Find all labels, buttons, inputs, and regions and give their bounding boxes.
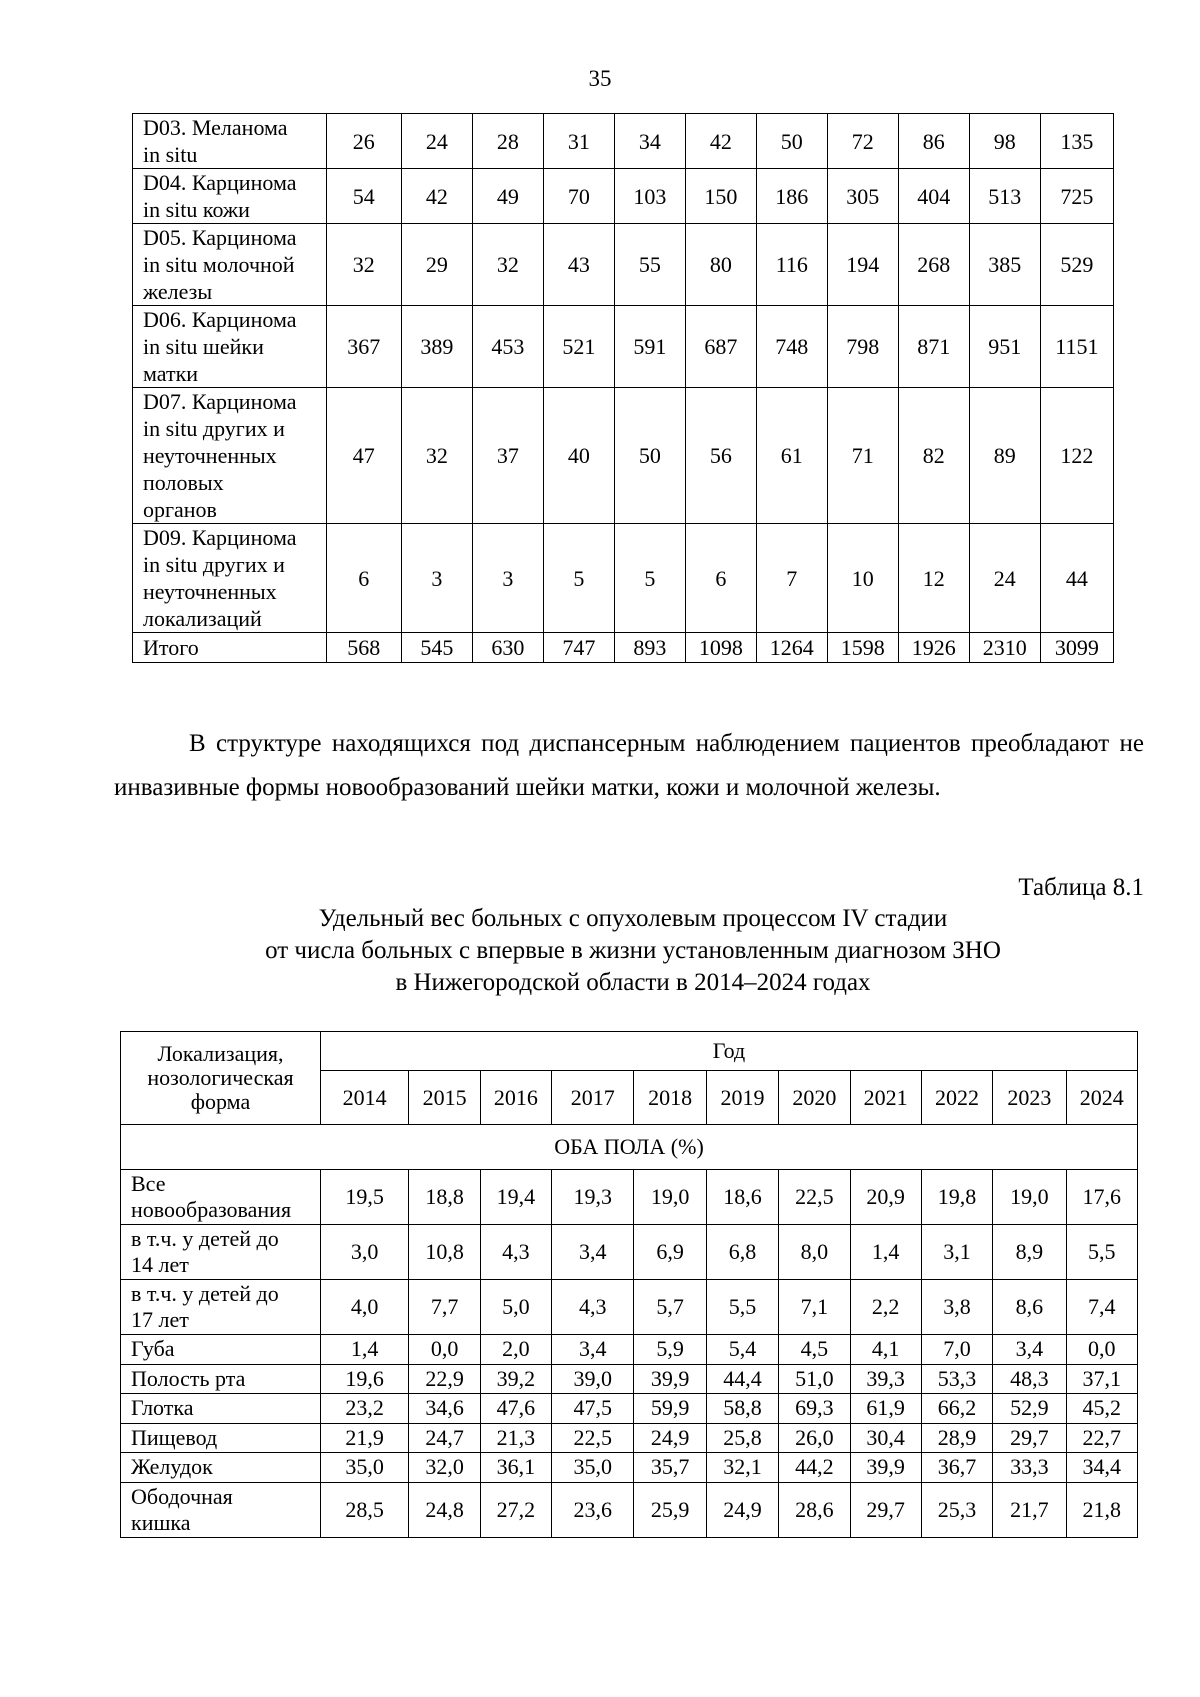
table-cell: 18,8 <box>409 1170 480 1225</box>
table-cell: 798 <box>827 306 898 388</box>
year-column-header: 2022 <box>921 1071 992 1125</box>
table-row <box>121 1335 1138 1365</box>
stage-iv-share-table <box>120 1031 1138 1538</box>
table-cell: 48,3 <box>993 1364 1066 1394</box>
row-label-line: 14 лет <box>131 1252 189 1277</box>
year-column-header: 2019 <box>706 1071 778 1125</box>
table-cell: 10,8 <box>409 1225 480 1280</box>
table-cell: 35,0 <box>552 1453 634 1483</box>
table-cell: 20,9 <box>850 1170 921 1225</box>
table-label: Таблица 8.1 <box>1018 874 1144 901</box>
table-cell: 687 <box>685 306 756 388</box>
table-cell: 50 <box>756 114 827 169</box>
table-cell: 194 <box>827 224 898 306</box>
row-label-line: органов <box>143 497 217 522</box>
table-row <box>133 224 1114 306</box>
table-header <box>121 1032 1138 1125</box>
table-cell: 35,0 <box>320 1453 408 1483</box>
table-cell: 80 <box>685 224 756 306</box>
table-cell: 5,5 <box>706 1280 778 1335</box>
table-cell: 725 <box>1040 169 1113 224</box>
table-cell: 34,6 <box>409 1394 480 1424</box>
year-column-header: 2015 <box>409 1071 480 1125</box>
row-label-line: in situ других и <box>143 416 285 441</box>
table-cell: 21,8 <box>1066 1482 1137 1537</box>
year-column-header: 2014 <box>320 1071 408 1125</box>
table-cell: 513 <box>969 169 1040 224</box>
table-row <box>133 388 1114 524</box>
table-cell: 2310 <box>969 633 1040 663</box>
table-cell: 24,7 <box>409 1423 480 1453</box>
stage-iv-table-body <box>121 1125 1138 1538</box>
table-cell: 98 <box>969 114 1040 169</box>
table-cell: 45,2 <box>1066 1394 1137 1424</box>
table-cell: 37 <box>472 388 543 524</box>
table-cell: 28,9 <box>921 1423 992 1453</box>
table-cell: 86 <box>898 114 969 169</box>
table-row <box>133 306 1114 388</box>
row-label <box>133 114 327 169</box>
table-cell: 22,7 <box>1066 1423 1137 1453</box>
table-cell: 44,4 <box>706 1364 778 1394</box>
year-header: Год <box>320 1032 1137 1071</box>
table-cell: 50 <box>614 388 685 524</box>
table-cell: 28,6 <box>779 1482 850 1537</box>
table-cell: 30,4 <box>850 1423 921 1453</box>
table-cell: 22,5 <box>552 1423 634 1453</box>
table-cell: 186 <box>756 169 827 224</box>
table-cell: 2,0 <box>480 1335 551 1365</box>
row-label-line: Губа <box>131 1336 175 1362</box>
table-cell: 7,0 <box>921 1335 992 1365</box>
row-label-line: матки <box>143 361 199 386</box>
table-cell: 47,5 <box>552 1394 634 1424</box>
row-label <box>133 306 327 388</box>
table-cell: 150 <box>685 169 756 224</box>
table-cell: 34 <box>614 114 685 169</box>
section-row <box>121 1125 1138 1170</box>
table-row <box>133 524 1114 633</box>
table-cell: 23,2 <box>320 1394 408 1424</box>
row-label-line: Итого <box>143 634 199 660</box>
table-cell: 3,0 <box>320 1225 408 1280</box>
table-cell: 25,3 <box>921 1482 992 1537</box>
carcinoma-table-body <box>133 114 1114 663</box>
table-cell: 893 <box>614 633 685 663</box>
table-cell: 5,9 <box>634 1335 706 1365</box>
table-cell: 1151 <box>1040 306 1113 388</box>
table-cell: 1098 <box>685 633 756 663</box>
table-cell: 591 <box>614 306 685 388</box>
table-cell: 42 <box>401 169 472 224</box>
table-cell: 21,9 <box>320 1423 408 1453</box>
year-column-header: 2021 <box>850 1071 921 1125</box>
table-cell: 8,9 <box>993 1225 1066 1280</box>
table-cell: 36,7 <box>921 1453 992 1483</box>
table-cell: 32,0 <box>409 1453 480 1483</box>
row-label-line: железы <box>143 279 213 304</box>
table-cell: 747 <box>543 633 614 663</box>
row-label-line: в т.ч. у детей до <box>131 1226 279 1251</box>
table-cell: 21,7 <box>993 1482 1066 1537</box>
row-label <box>121 1423 321 1453</box>
table-cell: 8,0 <box>779 1225 850 1280</box>
table-cell: 39,9 <box>850 1453 921 1483</box>
table-cell: 6 <box>326 524 401 633</box>
table-cell: 24,9 <box>706 1482 778 1537</box>
row-label-line: in situ молочной <box>143 252 295 277</box>
row-label <box>121 1364 321 1394</box>
table-cell: 54 <box>326 169 401 224</box>
carcinoma-in-situ-table <box>132 113 1114 663</box>
row-label-line: in situ <box>143 142 198 167</box>
row-label-line: D05. Карцинома <box>143 225 297 250</box>
table-cell: 385 <box>969 224 1040 306</box>
row-label-line: локализаций <box>143 606 262 631</box>
year-column-header: 2023 <box>993 1071 1066 1125</box>
table-row <box>121 1394 1138 1424</box>
row-label <box>121 1280 321 1335</box>
header-line: форма <box>190 1089 251 1114</box>
table-cell: 19,0 <box>634 1170 706 1225</box>
row-label-line: Все <box>131 1171 166 1196</box>
table-cell: 4,3 <box>480 1225 551 1280</box>
table-cell: 748 <box>756 306 827 388</box>
table-cell: 71 <box>827 388 898 524</box>
header-row <box>121 1032 1138 1071</box>
table-cell: 1,4 <box>850 1225 921 1280</box>
table-cell: 27,2 <box>480 1482 551 1537</box>
table-cell: 19,3 <box>552 1170 634 1225</box>
table-cell: 25,9 <box>634 1482 706 1537</box>
table-cell: 367 <box>326 306 401 388</box>
table-cell: 32 <box>326 224 401 306</box>
table-cell: 3,1 <box>921 1225 992 1280</box>
body-paragraph: В структуре находящихся под диспансерным наблюдением пациентов преобладают не инвазивные формы новообразований шейки матки, кожи и молочной железы. <box>114 730 1144 801</box>
row-label <box>133 388 327 524</box>
row-label <box>133 224 327 306</box>
table-row <box>133 633 1114 663</box>
row-label-line: D09. Карцинома <box>143 525 297 550</box>
table-cell: 871 <box>898 306 969 388</box>
table-cell: 66,2 <box>921 1394 992 1424</box>
year-column-header: 2020 <box>779 1071 850 1125</box>
table-cell: 24 <box>969 524 1040 633</box>
table-cell: 39,0 <box>552 1364 634 1394</box>
table-cell: 3099 <box>1040 633 1113 663</box>
table-cell: 47,6 <box>480 1394 551 1424</box>
table-cell: 17,6 <box>1066 1170 1137 1225</box>
table-cell: 44,2 <box>779 1453 850 1483</box>
table-cell: 0,0 <box>1066 1335 1137 1365</box>
table-cell: 29,7 <box>850 1482 921 1537</box>
table-cell: 40 <box>543 388 614 524</box>
table-cell: 951 <box>969 306 1040 388</box>
table-cell: 12 <box>898 524 969 633</box>
table-cell: 33,3 <box>993 1453 1066 1483</box>
row-label <box>133 524 327 633</box>
table-cell: 103 <box>614 169 685 224</box>
row-label-line: Полость рта <box>131 1365 246 1391</box>
table-cell: 116 <box>756 224 827 306</box>
table-cell: 389 <box>401 306 472 388</box>
table-cell: 52,9 <box>993 1394 1066 1424</box>
table-cell: 58,8 <box>706 1394 778 1424</box>
table-cell: 37,1 <box>1066 1364 1137 1394</box>
table-title <box>0 903 1200 999</box>
table-cell: 5,7 <box>634 1280 706 1335</box>
table-cell: 29 <box>401 224 472 306</box>
table-cell: 1,4 <box>320 1335 408 1365</box>
table-cell: 24,9 <box>634 1423 706 1453</box>
row-label-line: D03. Меланома <box>143 115 288 140</box>
table-cell: 23,6 <box>552 1482 634 1537</box>
table-cell: 28,5 <box>320 1482 408 1537</box>
table-cell: 6,9 <box>634 1225 706 1280</box>
table-cell: 521 <box>543 306 614 388</box>
table-cell: 42 <box>685 114 756 169</box>
table-cell: 1926 <box>898 633 969 663</box>
year-column-header: 2018 <box>634 1071 706 1125</box>
year-column-header: 2017 <box>552 1071 634 1125</box>
table-cell: 122 <box>1040 388 1113 524</box>
table-cell: 25,8 <box>706 1423 778 1453</box>
table-cell: 6,8 <box>706 1225 778 1280</box>
year-column-header: 2016 <box>480 1071 551 1125</box>
table-cell: 61 <box>756 388 827 524</box>
table-cell: 44 <box>1040 524 1113 633</box>
table-cell: 3,4 <box>552 1225 634 1280</box>
table-cell: 1264 <box>756 633 827 663</box>
table-cell: 49 <box>472 169 543 224</box>
table-cell: 34,4 <box>1066 1453 1137 1483</box>
table-title-line: Удельный вес больных с опухолевым процессом IV стадии <box>318 905 948 932</box>
row-label-line: новообразования <box>131 1197 292 1222</box>
table-cell: 6 <box>685 524 756 633</box>
table-cell: 545 <box>401 633 472 663</box>
table-cell: 10 <box>827 524 898 633</box>
table-cell: 39,9 <box>634 1364 706 1394</box>
table-title-line: в Нижегородской области в 2014–2024 годах <box>395 969 871 996</box>
table-cell: 2,2 <box>850 1280 921 1335</box>
row-label-line: D07. Карцинома <box>143 389 297 414</box>
table-cell: 24,8 <box>409 1482 480 1537</box>
table-cell: 3,8 <box>921 1280 992 1335</box>
row-label-line: Желудок <box>131 1454 213 1480</box>
table-cell: 4,0 <box>320 1280 408 1335</box>
row-label-line: Ободочная <box>131 1483 233 1509</box>
row-label-line: половых <box>143 470 224 495</box>
table-row <box>133 114 1114 169</box>
table-cell: 35,7 <box>634 1453 706 1483</box>
table-cell: 18,6 <box>706 1170 778 1225</box>
table-cell: 630 <box>472 633 543 663</box>
year-column-header: 2024 <box>1066 1071 1137 1125</box>
row-label-line: в т.ч. у детей до <box>131 1281 279 1306</box>
table-cell: 3 <box>472 524 543 633</box>
table-row <box>121 1280 1138 1335</box>
row-label <box>121 1170 321 1225</box>
table-cell: 7,1 <box>779 1280 850 1335</box>
table-cell: 5 <box>614 524 685 633</box>
table-cell: 19,8 <box>921 1170 992 1225</box>
page-number: 35 <box>588 66 612 91</box>
table-row <box>133 169 1114 224</box>
table-cell: 568 <box>326 633 401 663</box>
row-label <box>121 1394 321 1424</box>
row-label-line: D06. Карцинома <box>143 307 297 332</box>
table-cell: 59,9 <box>634 1394 706 1424</box>
table-cell: 4,3 <box>552 1280 634 1335</box>
row-label-line: неуточненных <box>143 443 277 468</box>
table-cell: 28 <box>472 114 543 169</box>
table-cell: 51,0 <box>779 1364 850 1394</box>
row-label <box>121 1335 321 1365</box>
table-cell: 61,9 <box>850 1394 921 1424</box>
table-cell: 4,1 <box>850 1335 921 1365</box>
table-cell: 268 <box>898 224 969 306</box>
table-row <box>121 1170 1138 1225</box>
table-cell: 32 <box>472 224 543 306</box>
header-line: Локализация, <box>157 1041 284 1066</box>
table-cell: 22,5 <box>779 1170 850 1225</box>
table-cell: 404 <box>898 169 969 224</box>
table-row <box>121 1364 1138 1394</box>
table-cell: 19,6 <box>320 1364 408 1394</box>
table-cell: 70 <box>543 169 614 224</box>
table-cell: 21,3 <box>480 1423 551 1453</box>
table-cell: 4,5 <box>779 1335 850 1365</box>
table-cell: 43 <box>543 224 614 306</box>
row-label-line: in situ кожи <box>143 197 250 222</box>
table-cell: 72 <box>827 114 898 169</box>
row-label-line: D04. Карцинома <box>143 170 297 195</box>
table-cell: 7 <box>756 524 827 633</box>
table-cell: 19,5 <box>320 1170 408 1225</box>
table-cell: 453 <box>472 306 543 388</box>
table-cell: 53,3 <box>921 1364 992 1394</box>
section-header: ОБА ПОЛА (%) <box>121 1125 1138 1170</box>
row-label-line: 17 лет <box>131 1307 189 1332</box>
table-cell: 31 <box>543 114 614 169</box>
row-label-line: in situ других и <box>143 552 285 577</box>
table-cell: 3 <box>401 524 472 633</box>
table-row <box>121 1225 1138 1280</box>
table-cell: 3,4 <box>552 1335 634 1365</box>
table-cell: 22,9 <box>409 1364 480 1394</box>
table-cell: 8,6 <box>993 1280 1066 1335</box>
table-cell: 5,5 <box>1066 1225 1137 1280</box>
table-cell: 5,4 <box>706 1335 778 1365</box>
table-row <box>121 1482 1138 1537</box>
table-cell: 47 <box>326 388 401 524</box>
table-cell: 32,1 <box>706 1453 778 1483</box>
table-cell: 5,0 <box>480 1280 551 1335</box>
table-cell: 7,4 <box>1066 1280 1137 1335</box>
table-title-line: от числа больных с впервые в жизни установленным диагнозом ЗНО <box>265 937 1001 964</box>
row-label-line: неуточненных <box>143 579 277 604</box>
table-cell: 56 <box>685 388 756 524</box>
table-cell: 26 <box>326 114 401 169</box>
row-label-line: in situ шейки <box>143 334 264 359</box>
table-row <box>121 1423 1138 1453</box>
table-cell: 24 <box>401 114 472 169</box>
header-line: нозологическая <box>147 1065 294 1090</box>
table-cell: 19,4 <box>480 1170 551 1225</box>
row-label <box>121 1453 321 1483</box>
row-label <box>121 1482 321 1537</box>
table-cell: 69,3 <box>779 1394 850 1424</box>
table-cell: 82 <box>898 388 969 524</box>
table-cell: 55 <box>614 224 685 306</box>
table-cell: 29,7 <box>993 1423 1066 1453</box>
table-cell: 7,7 <box>409 1280 480 1335</box>
table-cell: 0,0 <box>409 1335 480 1365</box>
table-cell: 305 <box>827 169 898 224</box>
table-cell: 39,3 <box>850 1364 921 1394</box>
localization-header <box>121 1032 321 1125</box>
table-cell: 3,4 <box>993 1335 1066 1365</box>
table-cell: 529 <box>1040 224 1113 306</box>
row-label-line: Пищевод <box>131 1424 218 1450</box>
table-cell: 89 <box>969 388 1040 524</box>
row-label-line: Глотка <box>131 1395 194 1421</box>
table-cell: 1598 <box>827 633 898 663</box>
table-cell: 5 <box>543 524 614 633</box>
table-cell: 36,1 <box>480 1453 551 1483</box>
row-label <box>133 633 327 663</box>
row-label <box>133 169 327 224</box>
table-cell: 32 <box>401 388 472 524</box>
table-cell: 39,2 <box>480 1364 551 1394</box>
row-label-line: кишка <box>131 1509 191 1535</box>
table-cell: 19,0 <box>993 1170 1066 1225</box>
table-row <box>121 1453 1138 1483</box>
table-cell: 135 <box>1040 114 1113 169</box>
row-label <box>121 1225 321 1280</box>
table-cell: 26,0 <box>779 1423 850 1453</box>
